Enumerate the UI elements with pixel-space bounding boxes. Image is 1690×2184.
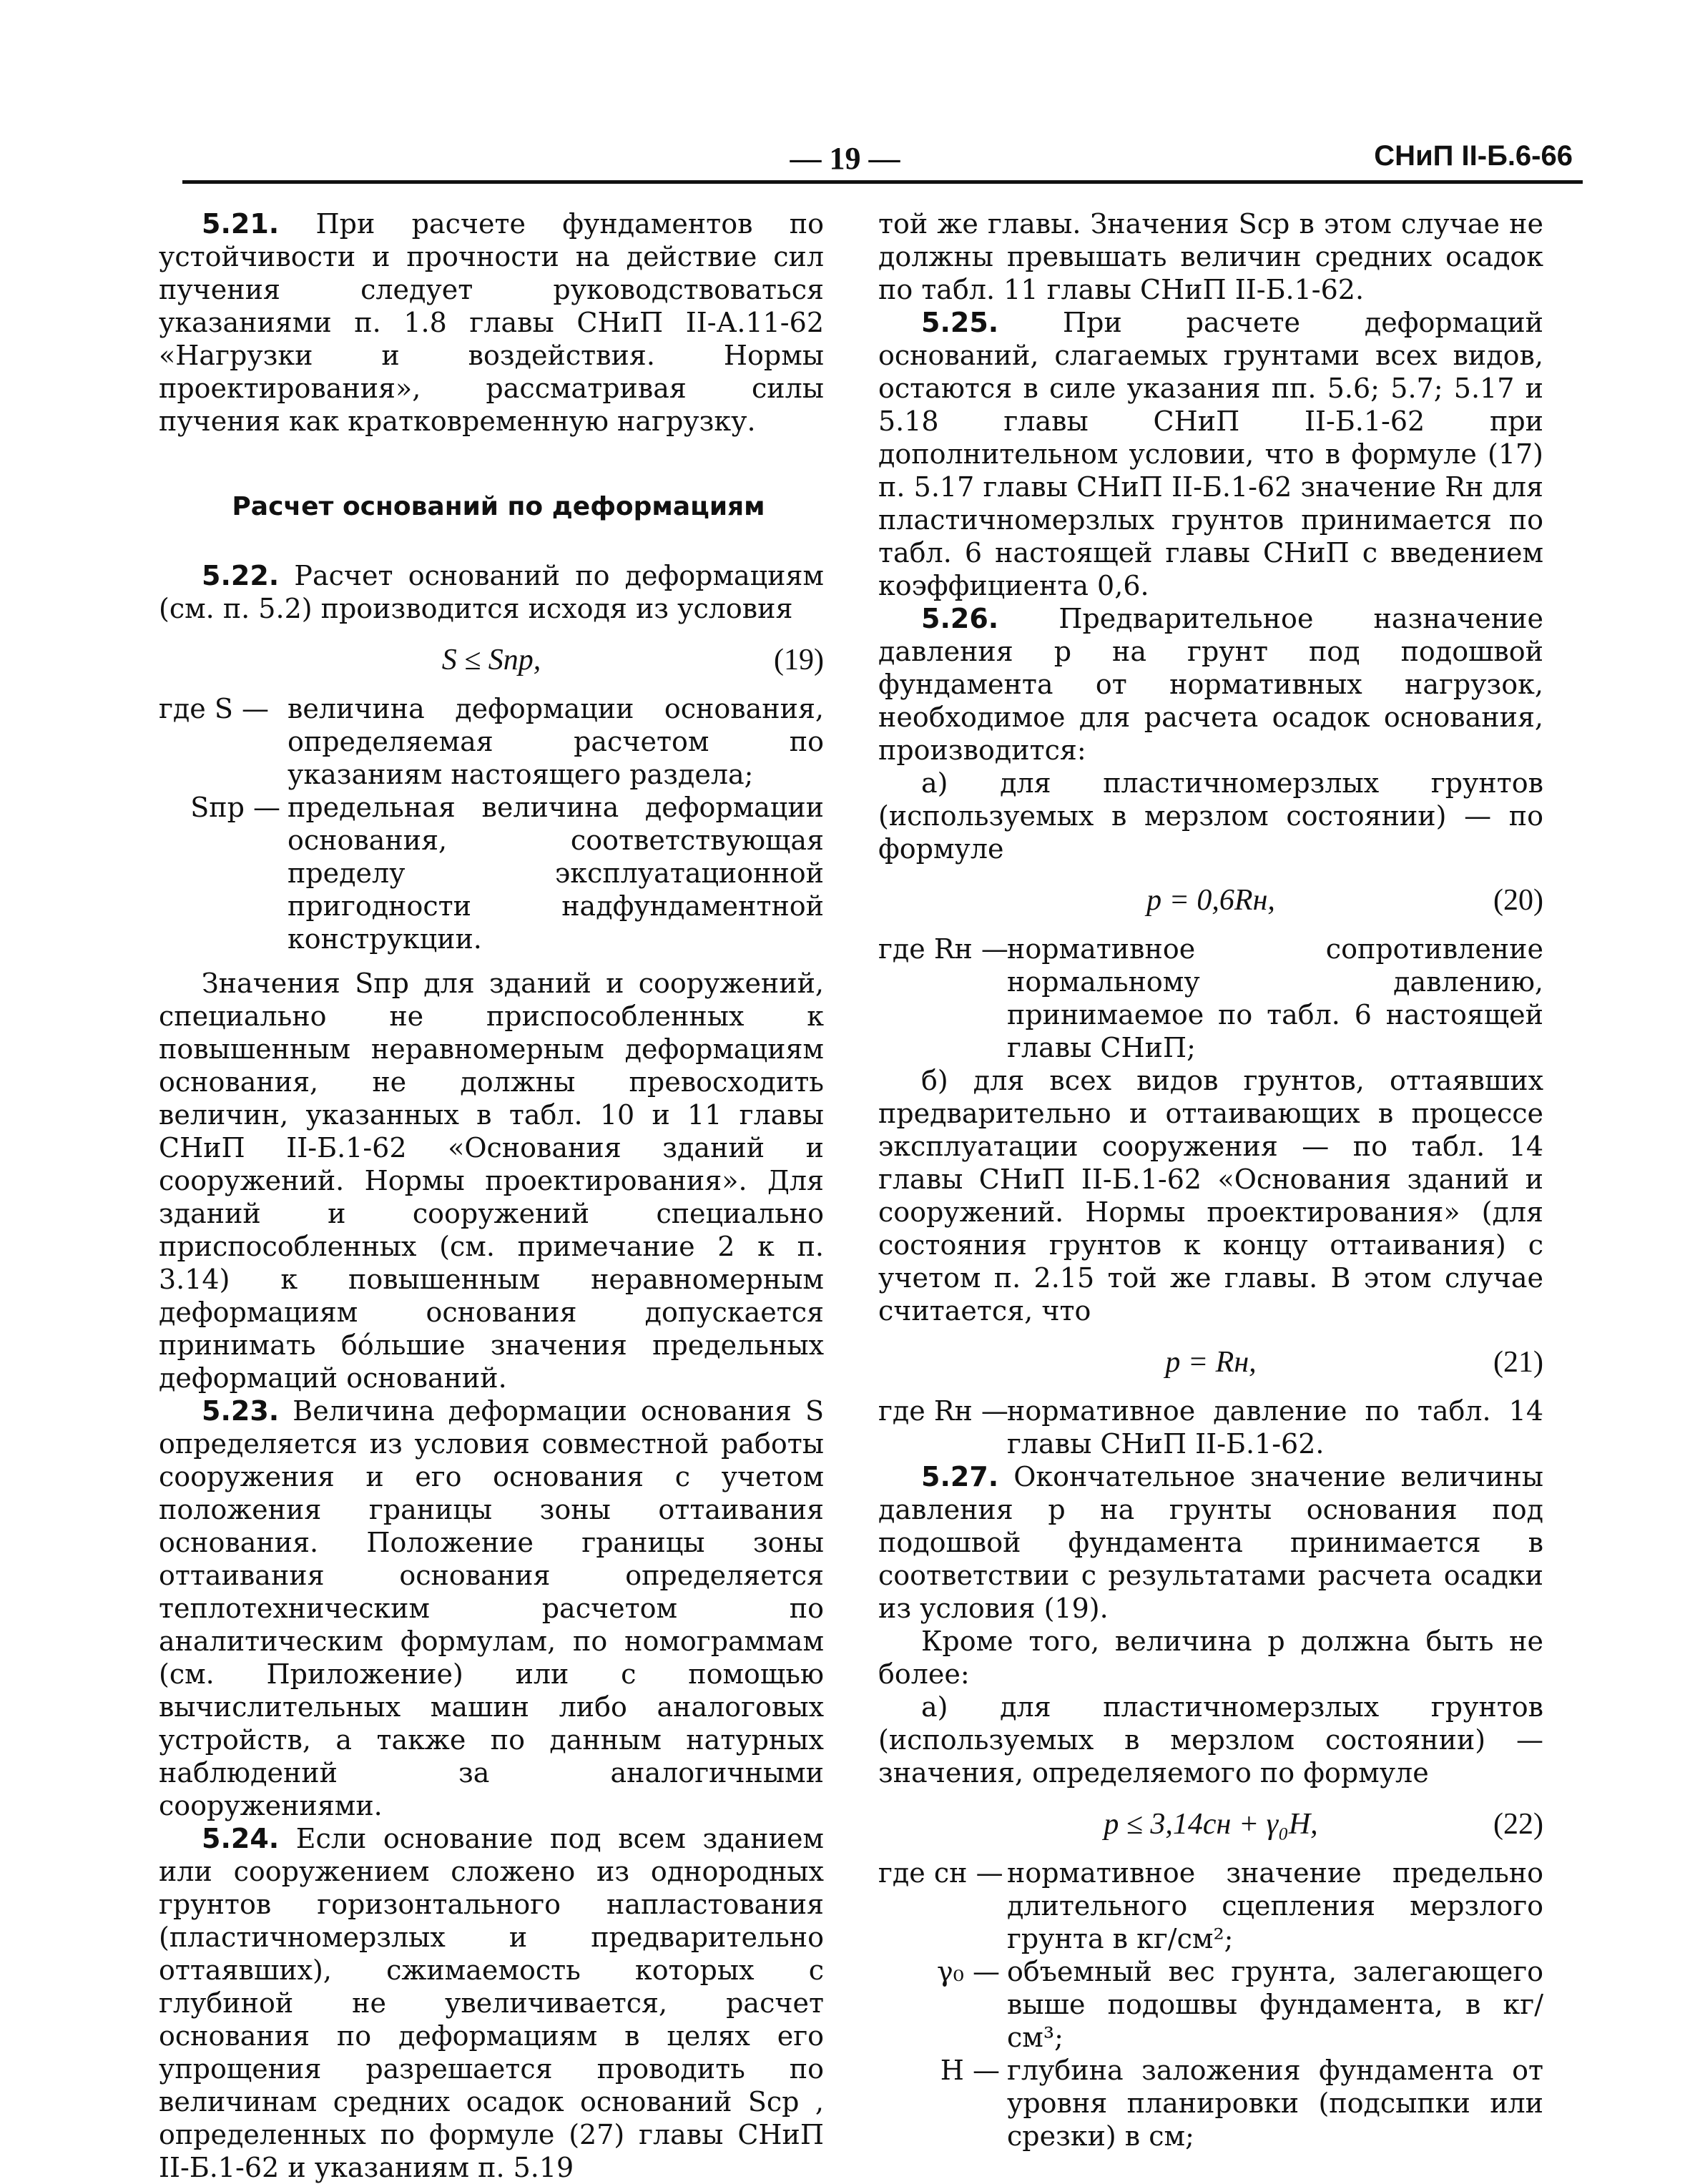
clause-number: 5.25. xyxy=(921,307,999,338)
formula-19 xyxy=(159,644,824,677)
formula-number: (20) xyxy=(1493,884,1543,917)
paragraph-text: Величина деформации основания S определяется из условия совместной работы сооружения и его основания с учетом положения границы зоны оттаивания основания. Положение границы зоны оттаивания основания определяется теплотехническим расчетом по аналитическим формулам, по номограммам (см. Приложение) или с помощью вычислительных машин либо аналоговых устройств, а также по данным натурных наблюдений за аналогичными сооружениями. xyxy=(159,1395,824,1821)
clause-number: 5.21. xyxy=(202,208,280,240)
left-column xyxy=(159,207,824,2184)
paragraph-5-22 xyxy=(159,559,824,625)
right-column xyxy=(878,207,1543,2153)
paragraph-5-23 xyxy=(159,1394,824,1822)
where-item xyxy=(878,2054,1543,2153)
paragraph-5-24-continued: той же главы. Значения Sср в этом случае не должны превышать величин средних осадок по табл. 11 главы СНиП II-Б.1-62. xyxy=(878,208,1543,305)
where-item xyxy=(878,1955,1543,2054)
where-text: объемный вес грунта, залегающего выше подошвы фундамента, в кг/см³; xyxy=(1007,1956,1543,2053)
where-item xyxy=(878,1394,1543,1460)
clause-number: 5.24. xyxy=(202,1823,280,1854)
where-text: нормативное значение предельно длительного сцепления мерзлого грунта в кг/см²; xyxy=(1007,1857,1543,1954)
formula-22 xyxy=(878,1808,1543,1841)
where-block xyxy=(878,933,1543,1064)
paragraph-5-26 xyxy=(878,602,1543,767)
formula-number: (21) xyxy=(1493,1346,1543,1379)
paragraph-text: Расчет оснований по деформациям (см. п. 5.2) производится исходя из условия xyxy=(159,560,824,624)
paragraph-values: Значения Sпр для зданий и сооружений, специально не приспособленных к повышенным неравномерным деформациям основания, не должны превосходить величин, указанных в табл. 10 и 11 главы СНиП II-Б.1-62 «Основания зданий и сооружений. Нормы проектирования». Для зданий и сооружений специально приспособленных (см. примечание 2 к п. 3.14) к повышенным неравномерным деформациям основания допускается принимать бо́льшие значения предельных деформаций оснований. xyxy=(159,968,824,1394)
formula-expression: p ≤ 3,14cн + γ₀H, xyxy=(1104,1808,1318,1841)
where-block xyxy=(878,1856,1543,2153)
where-block xyxy=(159,692,824,955)
paragraph-5-26-b: б) для всех видов грунтов, оттаявших предварительно и оттаивающих в процессе эксплуатации сооружения — по табл. 14 главы СНиП II-Б.1-62 «Основания зданий и сооружений. Нормы проектирования» (для состояния грунтов к концу оттаивания) с учетом п. 2.15 той же главы. В этом случае считается, что xyxy=(878,1065,1543,1327)
paragraph-5-26-a: а) для пластичномерзлых грунтов (используемых в мерзлом состоянии) — по формуле xyxy=(878,767,1543,865)
paragraph-text: При расчете деформаций оснований, слагаемых грунтами всех видов, остаются в силе указания пп. 5.6; 5.7; 5.17 и 5.18 главы СНиП II-Б.1-62 при дополнительном условии, что в формуле (17) п. 5.17 главы СНиП II-Б.1-62 значение Rн для пластичномерзлых грунтов принимается по табл. 6 настоящей главы СНиП с введением коэффициента 0,6. xyxy=(878,307,1543,601)
formula-21 xyxy=(878,1346,1543,1379)
paragraph-moreover: Кроме того, величина p должна быть не более: xyxy=(878,1625,1543,1690)
document-code: СНиП II-Б.6-66 xyxy=(1374,140,1573,172)
paragraph-text: Окончательное значение величины давления p на грунты основания под подошвой фундамента принимается в соответствии с результатами расчета осадки из условия (19). xyxy=(878,1461,1543,1624)
paragraph-text: Предварительное назначение давления p на грунт под подошвой фундамента от нормативных нагрузок, необходимое для расчета осадок основания, производится: xyxy=(878,603,1543,766)
clause-number: 5.22. xyxy=(202,560,280,591)
page-number: — 19 — xyxy=(790,141,900,176)
where-symbol: где S — xyxy=(159,693,269,724)
paragraph-5-21 xyxy=(159,207,824,438)
where-symbol: где Rн — xyxy=(878,1395,1008,1427)
header-rule xyxy=(182,180,1583,184)
paragraph-5-27 xyxy=(878,1460,1543,1625)
clause-number: 5.27. xyxy=(921,1461,999,1492)
section-heading: Расчет оснований по деформациям xyxy=(232,492,765,521)
where-symbol: где Rн — xyxy=(878,933,1008,965)
paragraph-text: Если основание под всем зданием или сооружением сложено из однородных грунтов горизонтального напластования (пластичномерзлых и предварительно оттаявших), сжимаемость которых с глубиной не увеличивается, расчет основания по деформациям в целях его упрощения разрешается проводить по величинам средних осадок оснований Sср , определенных по формуле (27) главы СНиП II-Б.1-62 и указаниям п. 5.19 xyxy=(159,1823,824,2183)
where-block xyxy=(878,1394,1543,1460)
where-item xyxy=(159,692,824,791)
where-symbol: Sпр — xyxy=(190,792,280,823)
where-text: величина деформации основания, определяемая расчетом по указаниям настоящего раздела; xyxy=(288,693,824,790)
where-symbol: H — xyxy=(940,2055,1000,2086)
where-item xyxy=(878,1856,1543,1955)
formula-number: (22) xyxy=(1493,1808,1543,1841)
formula-expression: p = 0,6Rн, xyxy=(1146,884,1275,917)
formula-number: (19) xyxy=(774,644,824,677)
formula-expression: p = Rн, xyxy=(1165,1346,1257,1379)
paragraph-a2: а) для пластичномерзлых грунтов (используемых в мерзлом состоянии) — значения, определяемого по формуле xyxy=(878,1691,1543,1789)
paragraph-text: При расчете фундаментов по устойчивости и прочности на действие сил пучения следует руководствоваться указаниями п. 1.8 главы СНиП II-А.11-62 «Нагрузки и воздействия. Нормы проектирования», рассматривая силы пучения как кратковременную нагрузку. xyxy=(159,208,824,437)
where-text: нормативное сопротивление нормальному давлению, принимаемое по табл. 6 настоящей главы СНиП; xyxy=(1007,933,1543,1063)
clause-number: 5.26. xyxy=(921,603,999,634)
where-item xyxy=(878,933,1543,1064)
where-text: нормативное давление по табл. 14 главы СНиП II-Б.1-62. xyxy=(1007,1395,1543,1460)
clause-number: 5.23. xyxy=(202,1395,280,1427)
paragraph-5-25 xyxy=(878,306,1543,602)
formula-expression: S ≤ Sпр, xyxy=(441,644,541,677)
where-item xyxy=(159,791,824,955)
where-text: глубина заложения фундамента от уровня планировки (подсыпки или срезки) в см; xyxy=(1007,2055,1543,2152)
where-symbol: где cн — xyxy=(878,1857,1003,1889)
paragraph-5-24 xyxy=(159,1822,824,2184)
where-symbol: γ₀ — xyxy=(936,1956,1000,1987)
where-text: предельная величина деформации основания, соответствующая пределу эксплуатационной пригодности надфундаментной конструкции. xyxy=(288,792,824,955)
formula-20 xyxy=(878,884,1543,917)
